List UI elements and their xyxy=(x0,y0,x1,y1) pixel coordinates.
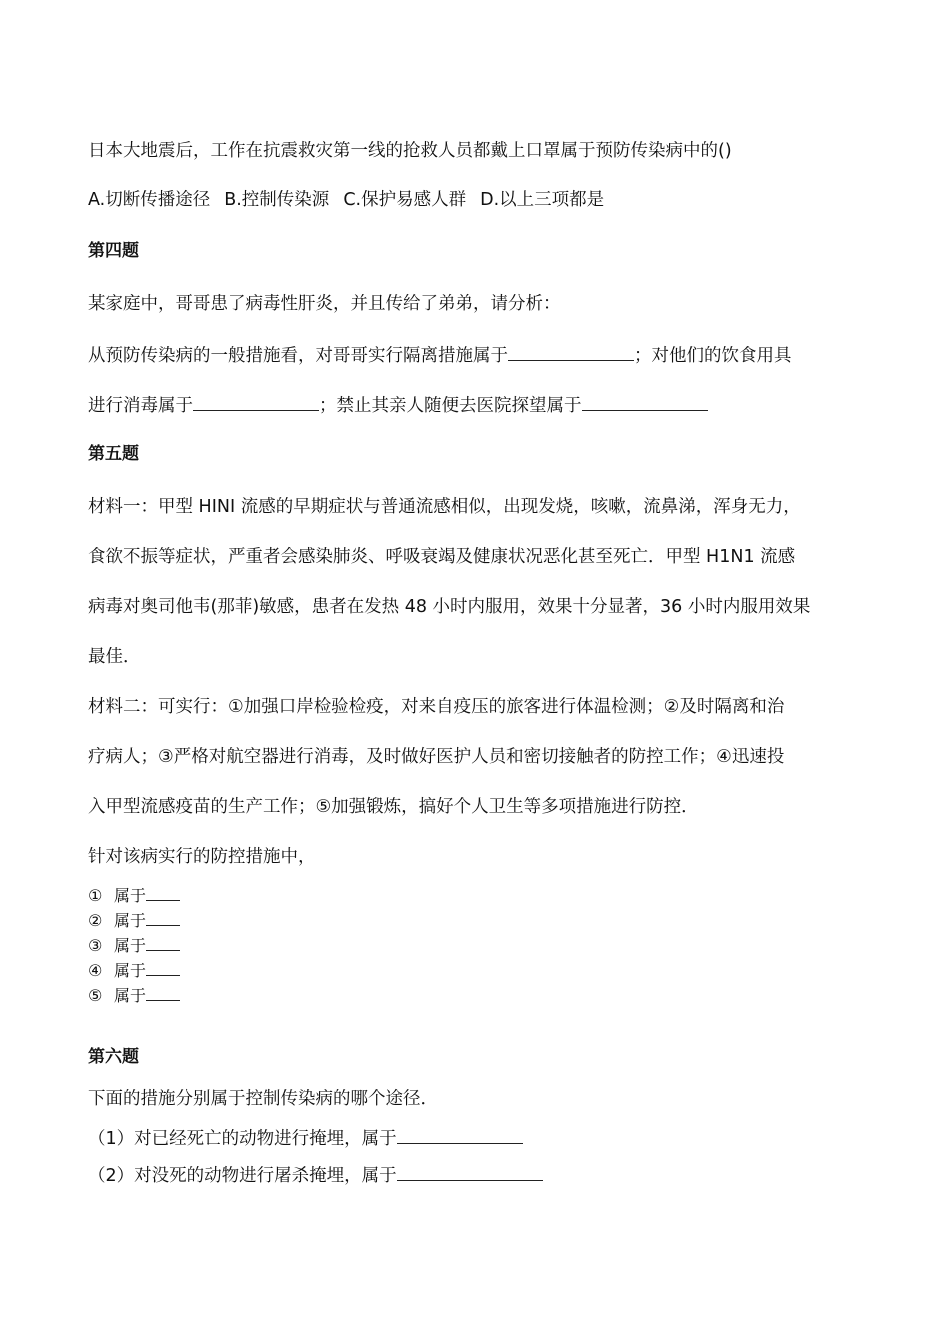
q5-material1-line3: 病毒对奥司他韦(那菲)敏感，患者在发热 48 小时内服用，效果十分显著，36 小时内服用效果 xyxy=(88,597,811,617)
q5-material2-line2: 疗病人；③严格对航空器进行消毒，及时做好医护人员和密切接触者的防控工作；④迅速投 xyxy=(88,747,785,767)
q3-option-a: A.切断传播途径 xyxy=(88,190,211,210)
q5-blank-5[interactable] xyxy=(146,983,180,1001)
q4-intro: 某家庭中，哥哥患了病毒性肝炎，并且传给了弟弟，请分析： xyxy=(88,294,561,314)
q5-item-4: ④ 属于 xyxy=(88,958,180,982)
q5-prompt: 针对该病实行的防控措施中， xyxy=(88,847,316,867)
q4-line1: 从预防传染病的一般措施看，对哥哥实行隔离措施属于 ；对他们的饮食用具 xyxy=(88,343,792,367)
q3-option-d: D.以上三项都是 xyxy=(480,190,605,210)
q5-material1-line4: 最佳． xyxy=(88,647,141,667)
q6-blank-2[interactable] xyxy=(397,1163,543,1181)
q6-heading: 第六题 xyxy=(88,1047,139,1067)
q5-blank-1[interactable] xyxy=(146,883,180,901)
q3-options xyxy=(88,189,604,211)
q5-item-1: ① 属于 xyxy=(88,883,180,907)
q5-material2-line1: 材料二：可实行：①加强口岸检验检疫，对来自疫压的旅客进行体温检测；②及时隔离和治 xyxy=(88,697,785,717)
q5-blank-4[interactable] xyxy=(146,958,180,976)
q3-stem: 日本大地震后，工作在抗震救灾第一线的抢救人员都戴上口罩属于预防传染病中的() xyxy=(88,141,732,161)
q4-blank-1[interactable] xyxy=(508,343,634,361)
q5-item-3: ③ 属于 xyxy=(88,933,180,957)
q6-item-2: （2）对没死的动物进行屠杀掩埋，属于 xyxy=(88,1163,543,1187)
q5-item-5: ⑤ 属于 xyxy=(88,983,180,1007)
q3-option-b: B.控制传染源 xyxy=(224,190,330,210)
q4-blank-2[interactable] xyxy=(193,393,319,411)
q5-material1-line2: 食欲不振等症状，严重者会感染肺炎、呼吸衰竭及健康状况恶化甚至死亡．甲型 H1N1 流感 xyxy=(88,547,796,567)
q6-blank-1[interactable] xyxy=(397,1126,523,1144)
q5-item-2: ② 属于 xyxy=(88,908,180,932)
q5-heading: 第五题 xyxy=(88,444,139,464)
q5-material1-line1: 材料一：甲型 HINI 流感的早期症状与普通流感相似，出现发烧，咳嗽，流鼻涕，浑身无力， xyxy=(88,497,801,517)
q5-blank-3[interactable] xyxy=(146,933,180,951)
q4-blank-3[interactable] xyxy=(582,393,708,411)
q3-option-c: C.保护易感人群 xyxy=(343,190,467,210)
q6-intro: 下面的措施分别属于控制传染病的哪个途径． xyxy=(88,1089,438,1109)
q4-line2: 进行消毒属于 ；禁止其亲人随便去医院探望属于 xyxy=(88,393,708,417)
q4-heading: 第四题 xyxy=(88,241,139,261)
q5-material2-line3: 入甲型流感疫苗的生产工作；⑤加强锻炼，搞好个人卫生等多项措施进行防控． xyxy=(88,797,699,817)
q6-item-1: （1）对已经死亡的动物进行掩埋，属于 xyxy=(88,1126,523,1150)
q5-blank-2[interactable] xyxy=(146,908,180,926)
